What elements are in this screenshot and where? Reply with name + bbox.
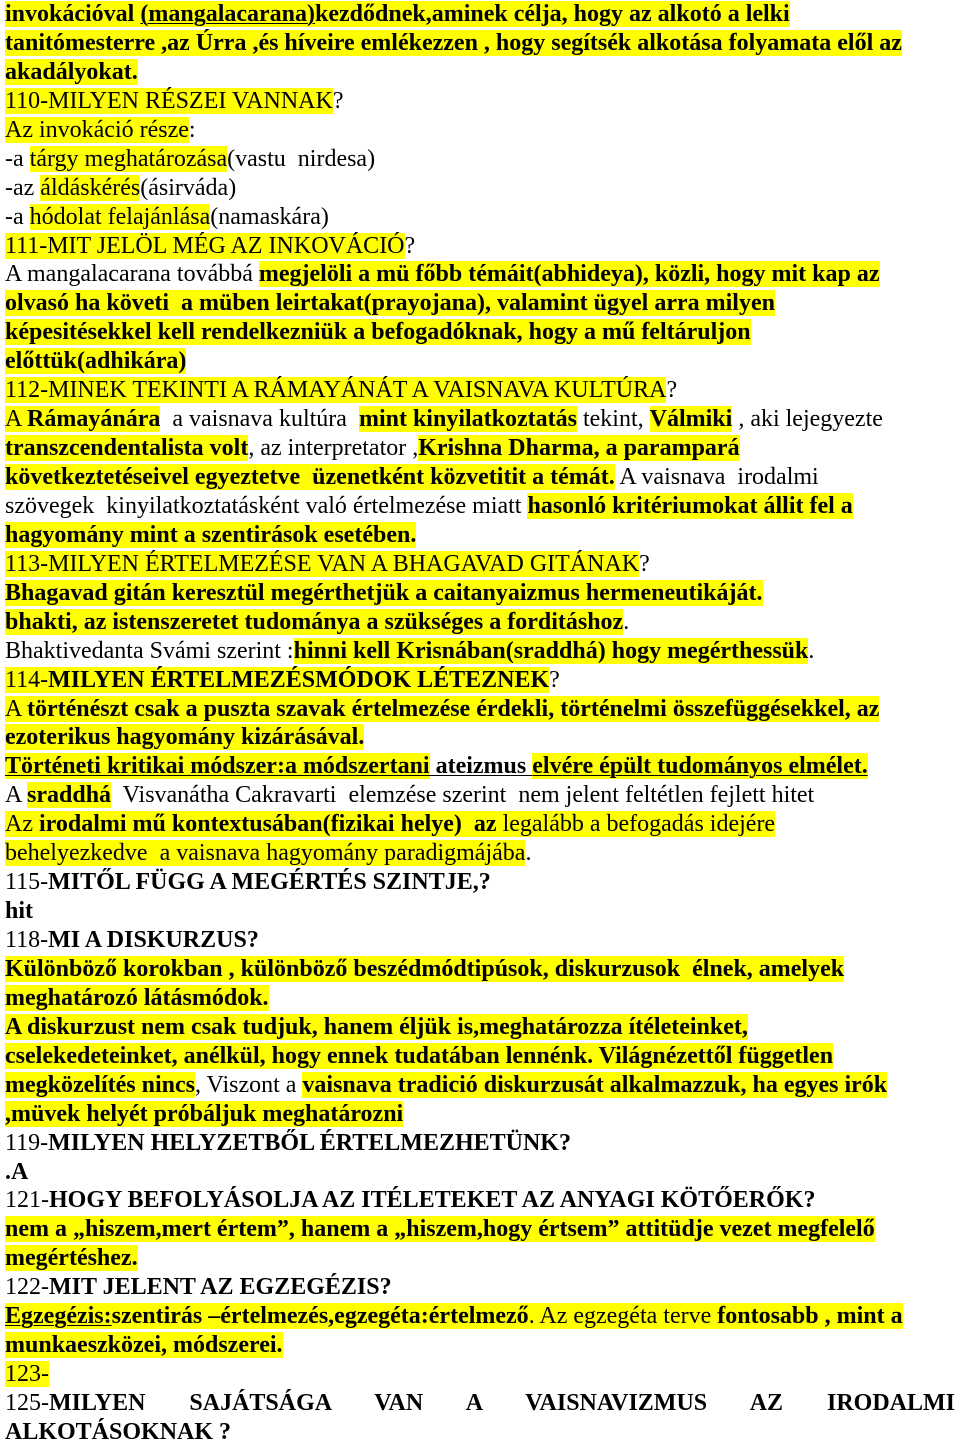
text-run: 122- [5, 1274, 49, 1301]
highlighted-text-run: fontosabb , mint a [717, 1303, 903, 1330]
text-line [5, 203, 955, 232]
highlighted-text-run: legalább a befogadás idejére [496, 811, 776, 838]
text-run: ? [404, 232, 416, 259]
text-line [5, 579, 955, 608]
text-line [5, 174, 955, 203]
text-line [5, 608, 955, 637]
text-line [5, 116, 955, 145]
text-line [5, 695, 955, 724]
text-run: ? [332, 87, 344, 114]
text-line [5, 955, 955, 984]
text-run: MILYEN SAJÁTSÁGA VAN A VAISNAVIZMUS AZ IRODALMI [49, 1390, 955, 1416]
highlighted-text-run: Krishna Dharma, a parampará [418, 435, 740, 462]
text-line [5, 1331, 955, 1360]
text-run: HOGY BEFOLYÁSOLJA AZ ITÉLETEKET AZ ANYAGI KÖTŐERŐK? [49, 1187, 816, 1214]
text-run: (ásirváda) [140, 174, 237, 201]
text-run: . [623, 608, 630, 635]
text-run: -a [5, 145, 30, 172]
highlighted-text-run: Egzegézis: [5, 1303, 112, 1330]
text-line [5, 289, 955, 318]
highlighted-text-run: vaisnava tradició diskurzusát alkalmazzuk, ha egyes irók [302, 1071, 888, 1098]
text-line [5, 1418, 955, 1447]
highlighted-text-run: Különböző korokban , különböző beszédmódtipúsok, diskurzusok élnek, amelyek [5, 955, 845, 982]
highlighted-text-run: hinni kell Krisnában(sraddhá) hogy megérthessük [293, 637, 809, 664]
text-run: .A [5, 1158, 29, 1185]
text-run: -a [5, 203, 30, 230]
highlighted-text-run: A [5, 406, 28, 433]
text-line [5, 1186, 955, 1215]
highlighted-text-run [462, 811, 474, 837]
highlighted-text-run: következtetéseivel egyeztetve üzenetként közvetitit a témát. [5, 464, 615, 490]
highlighted-text-run: áldáskérés [40, 174, 141, 201]
text-run: , az interpretator , [248, 435, 419, 462]
highlighted-text-run: hasonló kritériumokat állit fel a [527, 492, 853, 519]
text-line [5, 839, 955, 868]
text-run: ? [549, 666, 560, 693]
text-run: . [808, 637, 815, 664]
text-line [5, 492, 955, 521]
highlighted-text-run: megközelítés nincs [5, 1071, 195, 1098]
text-line [5, 1302, 955, 1331]
text-run: (vastu nirdesa) [227, 145, 376, 172]
highlighted-text-run: tanitómesterre ,az Úrra ,és híveire emlékezzen , hogy segítsék alkotása folyamata elől az [5, 29, 902, 56]
document-page [5, 0, 955, 1447]
text-run: (namaskára) [210, 203, 329, 230]
text-run: 119- [5, 1129, 49, 1156]
text-line [5, 1244, 955, 1273]
highlighted-text-run: nem a „hiszem,mert értem”, hanem a „hiszem,hogy értsem” attitüdje vezet megfelelő [5, 1216, 875, 1243]
highlighted-text-run: behelyezkedve a vaisnava hagyomány paradigmájába [5, 840, 526, 867]
highlighted-text-run: kezdődnek,aminek célja, hogy az alkotó a lelki [315, 1, 790, 27]
highlighted-text-run: Az [5, 811, 39, 838]
highlighted-text-run: előttük(adhikára) [5, 348, 187, 375]
text-line [5, 1100, 955, 1129]
text-line [5, 405, 955, 434]
text-run: tekint, [576, 406, 650, 433]
text-line [5, 1129, 955, 1158]
highlighted-text-run: szentirás –értelmezés,egzegéta:értelmező [111, 1303, 529, 1330]
text-line [5, 58, 955, 87]
highlighted-text-run: bhakti, az istenszeretet tudománya a szükséges a forditáshoz [5, 608, 624, 635]
text-line [5, 1071, 955, 1100]
text-run: ? [666, 377, 678, 404]
highlighted-text-run: akadályokat. [5, 58, 138, 85]
highlighted-text-run: ,müvek helyét próbáljuk meghatározni [5, 1100, 404, 1127]
highlighted-text-run: történészt csak a puszta szavak értelmezése érdekli, történelmi összefüggésekkel, az [27, 695, 880, 722]
text-run: 118- [5, 927, 49, 953]
highlighted-text-run: Bhagavad gitán keresztül megérthetjük a caitanyaizmus hermeneutikáját. [5, 579, 763, 606]
highlighted-text-run: tárgy meghatározása [29, 145, 228, 172]
text-line [5, 1360, 955, 1389]
text-line [5, 376, 955, 405]
text-run: , Viszont a [194, 1071, 303, 1098]
text-run: 121- [5, 1187, 49, 1214]
highlighted-text-run: Válmiki [649, 406, 733, 433]
text-run: 125- [5, 1390, 49, 1416]
text-line [5, 666, 955, 695]
highlighted-text-run: megértéshez. [5, 1245, 138, 1272]
highlighted-text-run: Történeti kritikai módszer:a módszertani [5, 753, 430, 780]
text-line [5, 29, 955, 58]
text-line [5, 723, 955, 752]
highlighted-text-run: 111-MIT JELÖL MÉG AZ INKOVÁCIÓ [5, 232, 405, 259]
text-run: 115- [5, 869, 49, 896]
highlighted-text-run: hódolat felajánlása [29, 203, 211, 230]
text-line [5, 637, 955, 666]
highlighted-text-run: A diskurzust nem csak tudjuk, hanem éljük is,meghatározza ítéleteinket, [5, 1013, 748, 1040]
highlighted-text-run: cselekedeteinket, anélkül, hogy ennek tudatában lennénk. Világnézettől független [5, 1042, 834, 1069]
text-run: A [5, 782, 28, 809]
text-line [5, 318, 955, 347]
highlighted-text-run: 114- [5, 666, 49, 693]
highlighted-text-run: A [5, 695, 28, 722]
highlighted-text-run: az [473, 811, 497, 838]
highlighted-text-run: . Az egzegéta terve [528, 1303, 718, 1330]
highlighted-text-run: (mangalacarana) [140, 1, 316, 27]
text-run: , aki lejegyezte [732, 406, 883, 433]
text-run: hit [5, 898, 34, 925]
text-run: MIT JELENT AZ EGZEGÉZIS? [49, 1274, 392, 1301]
highlighted-text-run: hagyomány mint a szentirások esetében. [5, 521, 417, 548]
highlighted-text-run: MILYEN ÉRTELMEZÉSMÓDOK LÉTEZNEK [48, 666, 550, 693]
text-run: : [188, 116, 196, 143]
highlighted-text-run: Az invokáció része [5, 116, 189, 143]
highlighted-text-run: mint kinyilatkoztatás [358, 406, 577, 433]
highlighted-text-run: 112-MINEK TEKINTI A RÁMAYÁNÁT A VAISNAVA KULTÚRA [5, 377, 667, 404]
text-line [5, 868, 955, 897]
highlighted-text-run: elvére épült tudományos elmélet. [532, 753, 868, 780]
text-line [5, 434, 955, 463]
text-run: ? [639, 550, 650, 577]
text-run: A mangalacarana továbbá [5, 261, 259, 288]
text-line [5, 926, 955, 955]
text-line [5, 550, 955, 579]
text-line [5, 0, 955, 29]
highlighted-text-run: invokációval [5, 1, 141, 27]
text-line [5, 1273, 955, 1302]
highlighted-text-run: sraddhá [27, 782, 112, 809]
text-line [5, 1042, 955, 1071]
text-run: ateizmus [429, 753, 533, 780]
highlighted-text-run: 123- [5, 1361, 49, 1388]
text-run: szövegek kinyilatkoztatásként való értelmezése miatt [5, 492, 528, 519]
text-run: A vaisnava irodalmi [614, 464, 819, 490]
text-line [5, 1389, 955, 1418]
highlighted-text-run: munkaeszközei, módszerei. [5, 1332, 283, 1359]
text-line [5, 781, 955, 810]
text-run: a vaisnava kultúra [160, 406, 359, 433]
text-run: Visvanátha Cakravarti elemzése szerint nem jelent feltétlen fejlett hitet [111, 782, 815, 809]
highlighted-text-run: Rámayánára [27, 406, 161, 433]
highlighted-text-run: irodalmi mű kontextusában(fizikai helye) [38, 811, 462, 838]
text-line [5, 1158, 955, 1187]
text-line [5, 984, 955, 1013]
text-run: ALKOTÁSOKNAK ? [5, 1418, 232, 1445]
text-line [5, 1013, 955, 1042]
highlighted-text-run: 113-MILYEN ÉRTELMEZÉSE VAN A BHAGAVAD GITÁNAK [5, 550, 640, 577]
highlighted-text-run: transzcendentalista volt [5, 435, 249, 462]
text-line [5, 87, 955, 116]
text-run: Bhaktivedanta Svámi szerint : [5, 637, 294, 664]
text-line [5, 1215, 955, 1244]
highlighted-text-run: olvasó ha követi a müben leirtakat(prayojana), valamint ügyel arra milyen [5, 290, 775, 317]
text-run: . [525, 840, 532, 867]
text-run: MI A DISKURZUS? [48, 927, 259, 953]
text-line [5, 897, 955, 926]
text-line [5, 521, 955, 550]
text-line [5, 463, 955, 492]
text-line [5, 810, 955, 839]
text-line [5, 145, 955, 174]
text-run: -az [5, 174, 41, 201]
text-line [5, 232, 955, 261]
highlighted-text-run: képesitésekkel kell rendelkezniük a befogadóknak, hogy a mű feltáruljon [5, 319, 751, 346]
highlighted-text-run: megjelöli a mü főbb témáit(abhideya), közli, hogy mit kap az [258, 261, 880, 288]
highlighted-text-run: ezoterikus hagyomány kizárásával. [5, 724, 365, 751]
highlighted-text-run: meghatározó látásmódok. [5, 984, 269, 1011]
highlighted-text-run: 110-MILYEN RÉSZEI VANNAK [5, 87, 333, 114]
text-line [5, 347, 955, 376]
text-line [5, 752, 955, 781]
text-run: MILYEN HELYZETBŐL ÉRTELMEZHETÜNK? [48, 1129, 571, 1156]
text-run: MITŐL FÜGG A MEGÉRTÉS SZINTJE,? [48, 869, 491, 896]
text-line [5, 260, 955, 289]
